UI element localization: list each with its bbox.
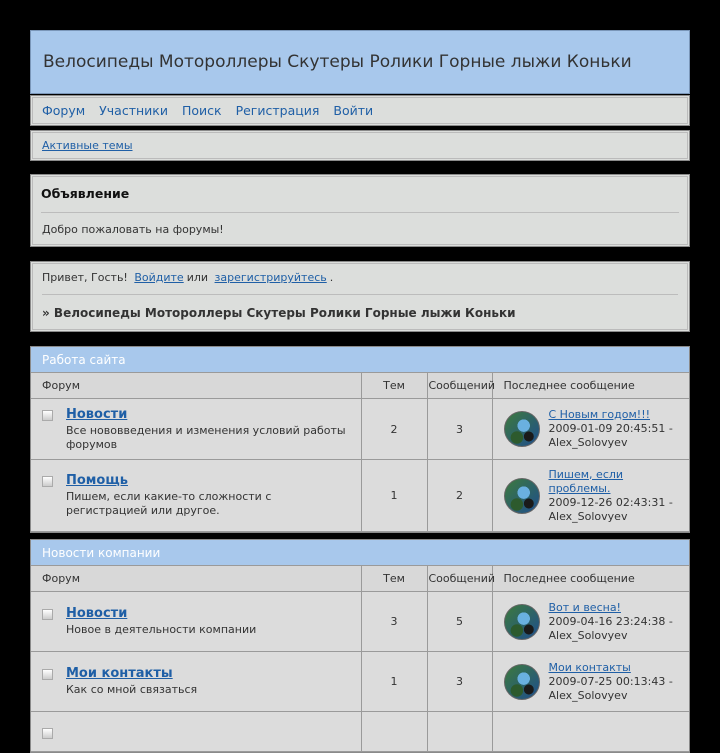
col-posts: Сообщений: [427, 373, 492, 399]
post-count: 2: [427, 460, 492, 532]
forum-description: Пишем, если какие-то сложности с регистрацией или другое.: [66, 490, 272, 517]
announcement-title: Объявление: [41, 175, 679, 213]
post-count: 5: [427, 592, 492, 652]
welcome-box: [30, 261, 690, 332]
topic-count: 1: [361, 652, 427, 712]
last-post-date: 2009-04-16 23:24:38 -: [548, 614, 673, 628]
last-post-link[interactable]: С Новым годом!!!: [548, 408, 651, 421]
site-header: [30, 30, 690, 94]
forum-link[interactable]: Мои контакты: [66, 666, 173, 681]
announcement-body: Добро пожаловать на форумы!: [42, 223, 224, 236]
topic-count: 2: [361, 399, 427, 460]
nav-members[interactable]: Участники: [99, 103, 168, 118]
category-company-news: [30, 539, 690, 753]
table-header-row: [31, 373, 689, 399]
forum-status-icon: [42, 669, 53, 680]
forum-status-icon: [42, 728, 53, 739]
forum-description: Все нововведения и изменения условий работы форумов: [66, 423, 346, 451]
or-text: или: [186, 271, 209, 284]
avatar: [504, 411, 540, 447]
main-nav: [30, 95, 690, 126]
col-posts: Сообщений: [427, 566, 492, 592]
table-row: [31, 399, 689, 460]
nav-search[interactable]: Поиск: [181, 103, 222, 118]
topic-count: 1: [361, 460, 427, 532]
last-post-user: Alex_Solovyev: [548, 628, 628, 642]
category-site-work: [30, 346, 690, 533]
announcement-box: [30, 174, 690, 247]
forum-table: [31, 565, 689, 752]
table-row: [31, 712, 689, 752]
category-title: Работа сайта: [31, 347, 689, 372]
welcome-line: [42, 262, 678, 295]
col-forum: Форум: [31, 373, 361, 399]
sub-nav: [30, 130, 690, 161]
nav-forum[interactable]: Форум: [42, 103, 86, 118]
site-title: Велосипеды Мотороллеры Скутеры Ролики Горные лыжи Коньки: [43, 52, 632, 72]
last-post-date: 2009-07-25 00:13:43 -: [548, 674, 673, 688]
table-row: [31, 460, 689, 532]
forum-status-icon: [42, 410, 53, 421]
register-link[interactable]: зарегистрируйтесь: [214, 271, 327, 284]
last-post-date: 2009-12-26 02:43:31 -: [548, 495, 673, 509]
table-row: [31, 652, 689, 712]
post-count: 3: [427, 652, 492, 712]
col-last-post: Последнее сообщение: [492, 566, 689, 592]
last-post-date: 2009-01-09 20:45:51 -: [548, 422, 673, 435]
forum-link[interactable]: Новости: [66, 406, 128, 422]
topic-count: 3: [361, 592, 427, 652]
page-wrapper: [30, 30, 690, 753]
last-post-link[interactable]: Мои контакты: [548, 660, 631, 674]
table-header-row: [31, 566, 689, 592]
post-count: 3: [427, 399, 492, 460]
col-last-post: Последнее сообщение: [492, 373, 689, 399]
forum-status-icon: [42, 476, 53, 487]
avatar: [504, 478, 540, 514]
forum-link[interactable]: Помощь: [66, 473, 128, 488]
col-topics: Тем: [361, 566, 427, 592]
category-title: Новости компании: [31, 540, 689, 565]
last-post-link[interactable]: Вот и весна!: [548, 600, 621, 614]
dot-text: .: [329, 271, 334, 284]
col-topics: Тем: [361, 373, 427, 399]
last-post-user: Alex_Solovyev: [548, 436, 628, 449]
forum-description: Как со мной связаться: [66, 683, 198, 696]
nav-login[interactable]: Войти: [333, 103, 374, 118]
breadcrumb: » Велосипеды Мотороллеры Скутеры Ролики Горные лыжи Коньки: [42, 306, 516, 320]
forum-table: [31, 372, 689, 532]
last-post-user: Alex_Solovyev: [548, 509, 628, 523]
login-link[interactable]: Войдите: [134, 271, 184, 284]
forum-link[interactable]: Новости: [66, 606, 128, 621]
table-row: [31, 592, 689, 652]
col-forum: Форум: [31, 566, 361, 592]
greeting-text: Привет, Гость!: [42, 271, 128, 284]
avatar: [504, 664, 540, 700]
avatar: [504, 604, 540, 640]
forum-status-icon: [42, 609, 53, 620]
nav-register[interactable]: Регистрация: [235, 103, 320, 118]
forum-description: Новое в деятельности компании: [66, 623, 257, 636]
last-post-link[interactable]: Пишем, если проблемы.: [548, 467, 624, 495]
last-post-user: Alex_Solovyev: [548, 688, 628, 702]
active-topics-link[interactable]: Активные темы: [42, 139, 133, 152]
